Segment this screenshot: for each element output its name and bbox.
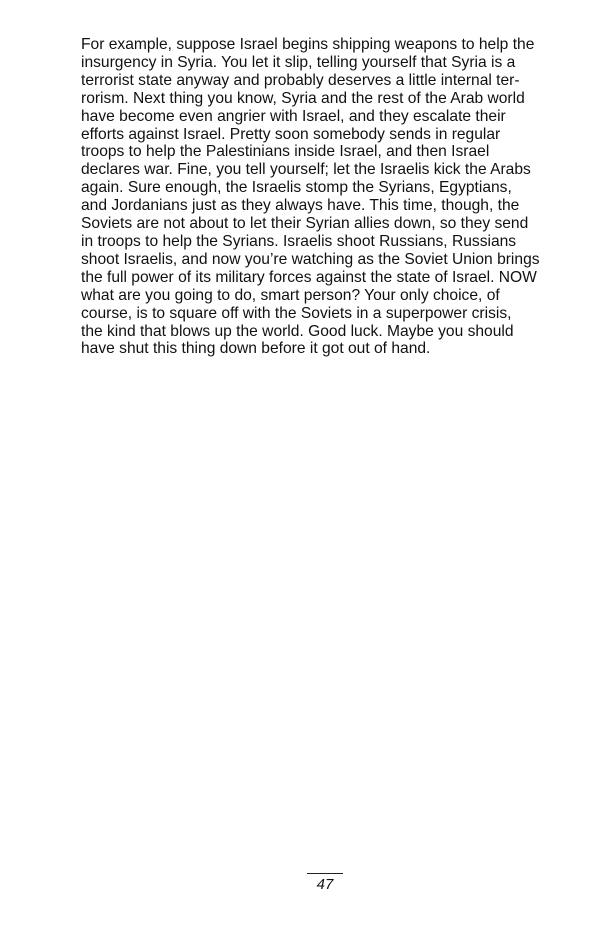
paragraph-line: have become even angrier with Israel, and they escalate their (81, 107, 506, 125)
paragraph-line: For example, suppose Israel begins shipping weapons to help the (81, 36, 535, 53)
body-paragraph (81, 36, 581, 358)
paragraph-line: in troops to help the Syrians. Israelis shoot Russians, Russians (81, 232, 517, 250)
paragraph-line: insurgency in Syria. You let it slip, telling yourself that Syria is a (81, 53, 516, 71)
paragraph-line: the kind that blows up the world. Good luck. Maybe you should (81, 322, 514, 340)
paragraph-line: the full power of its military forces against the state of Israel. NOW (81, 268, 537, 286)
paragraph-line: what are you going to do, smart person? Your only choice, of (81, 286, 500, 304)
paragraph-line: Soviets are not about to let their Syrian allies down, so they send (81, 215, 529, 233)
folio-rule (307, 873, 343, 874)
page-footer (307, 873, 343, 894)
paragraph-line: troops to help the Palestinians inside Israel, and then Israel (81, 143, 490, 161)
page-number: 47 (316, 876, 334, 893)
paragraph-line: shoot Israelis, and now you’re watching as the Soviet Union brings (81, 250, 540, 268)
paragraph-line: course, is to square off with the Soviets in a superpower crisis, (81, 304, 512, 322)
paragraph-line: declares war. Fine, you tell yourself; let the Israelis kick the Arabs (81, 161, 531, 179)
paragraph-line: rorism. Next thing you know, Syria and the rest of the Arab world (81, 89, 525, 107)
paragraph-line: again. Sure enough, the Israelis stomp the Syrians, Egyptians, (81, 179, 512, 197)
paragraph-line: have shut this thing down before it got out of hand. (81, 340, 431, 358)
paragraph-line: and Jordanians just as they always have. This time, though, the (81, 197, 520, 215)
paragraph-line: efforts against Israel. Pretty soon somebody sends in regular (81, 125, 501, 143)
paragraph-line: terrorist state anyway and probably deserves a little internal ter- (81, 71, 520, 89)
